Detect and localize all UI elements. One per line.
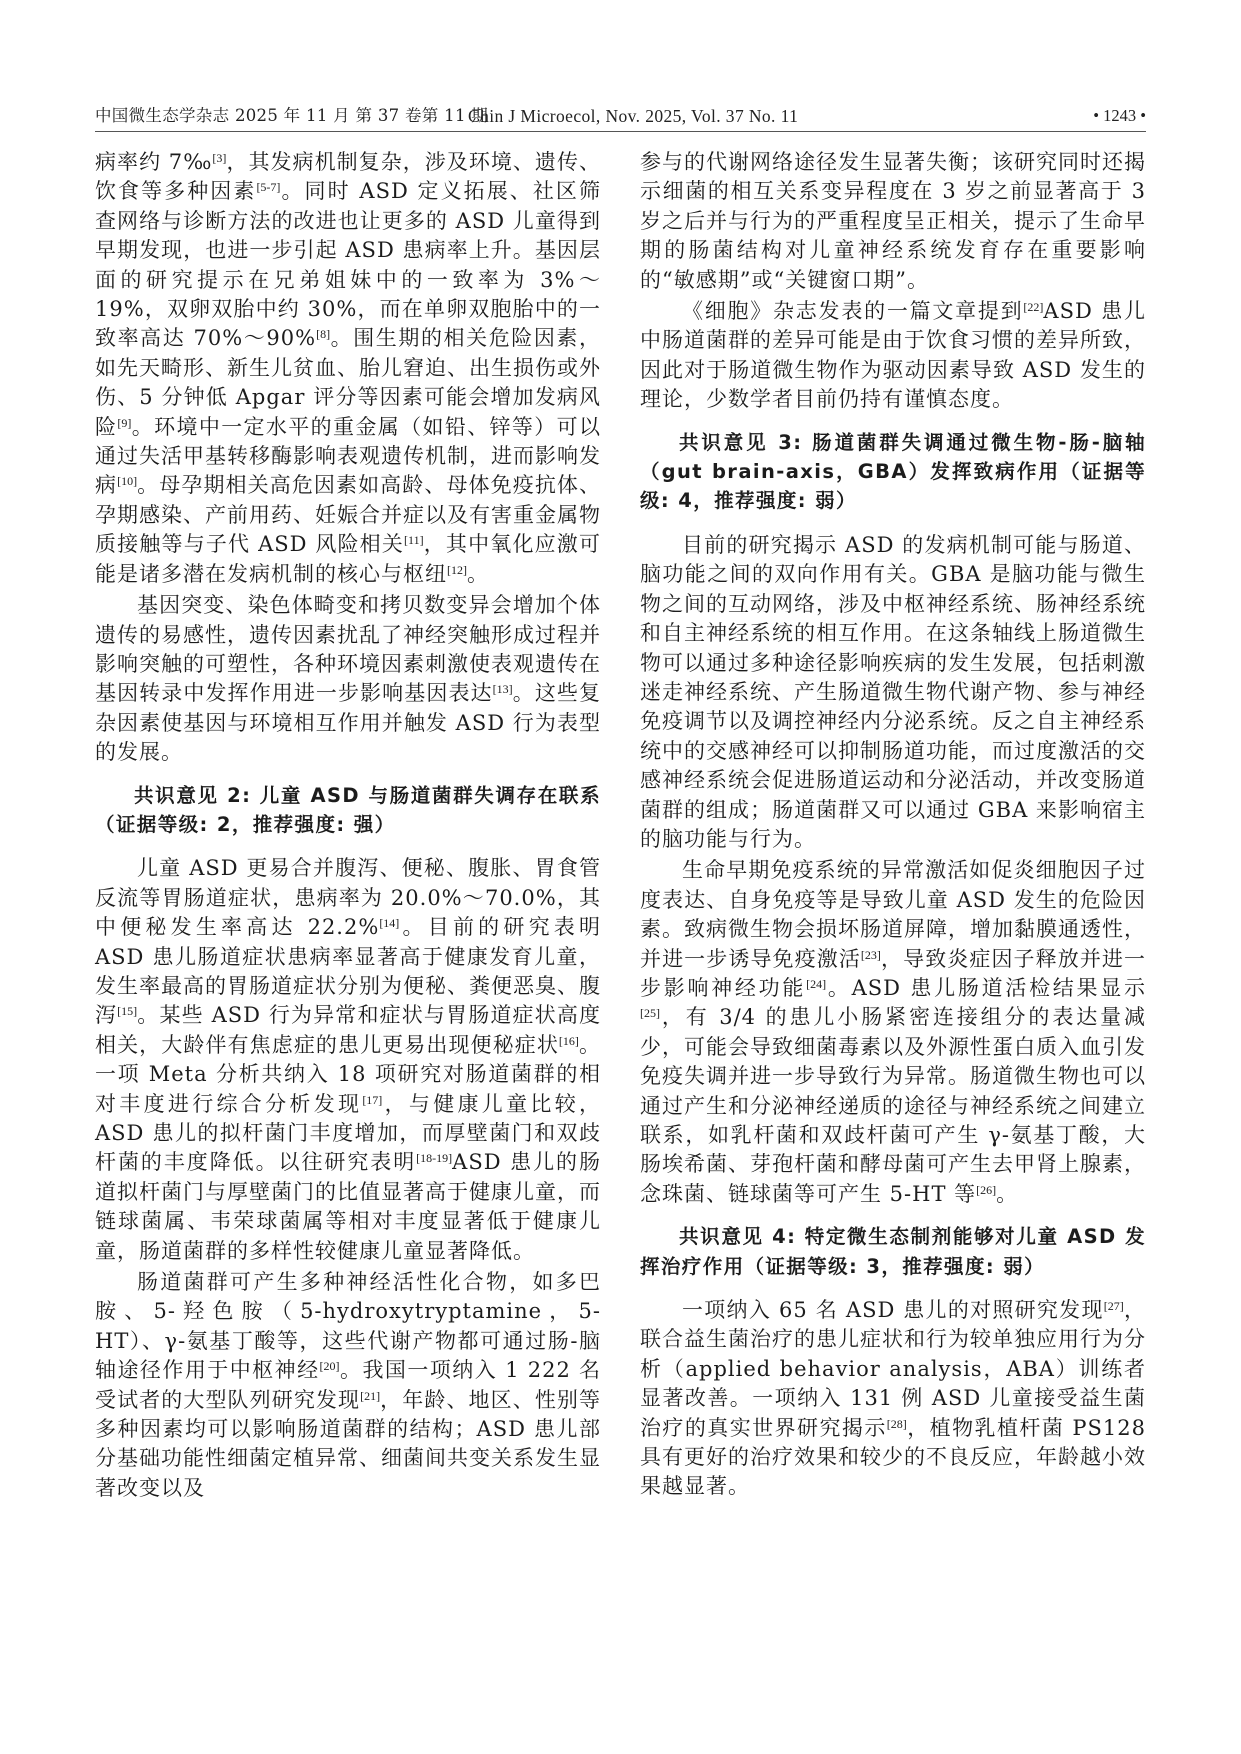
citation-ref: [27] — [1103, 1299, 1124, 1314]
text-run: 。我国一项纳入 1 222 名受试者的大型队列研究发现 — [95, 1358, 602, 1412]
citation-ref: [23] — [860, 947, 881, 962]
paragraph — [640, 297, 1146, 415]
text-run: ，其发病机制复杂，涉及环境、遗传、饮食等多种因素 — [95, 150, 601, 204]
paragraph — [640, 531, 1146, 854]
citation-ref: [13] — [492, 682, 513, 697]
running-header-journal-en: Chin J Microecol, Nov. 2025, Vol. 37 No. 11 — [468, 106, 799, 126]
citation-ref: [21] — [360, 1388, 381, 1403]
citation-ref: [22] — [1023, 300, 1044, 315]
text-run: 目前的研究揭示 ASD 的发病机制可能与肠道、脑功能之间的双向作用有关。GBA 是脑功能与微生物之间的互动网络，涉及中枢神经系统、肠神经系统和自主神经系统的相互作用。在这条轴线上肠道微生物可以通过多种途径影响疾病的发生发展，包括刺激迷走神经系统、产生肠道微生物代谢产物、参与神经免疫调节以及调控神经内分泌系统。反之自主神经系统中的交感神经可以抑制肠道功能，而过度激活的交感神经系统会促进肠道运动和分泌活动，并改变肠道菌群的组成；肠道菌群又可以通过 GBA 来影响宿主的脑功能与行为。 — [640, 532, 1146, 851]
right-column — [640, 148, 1146, 1504]
text-run: ASD 患儿的肠道拟杆菌门与厚壁菌门的比值显著高于健康儿童，而链球菌属、韦荣球菌属等相对丰度显著低于健康儿童，肠道菌群的多样性较健康儿童显著降低。 — [95, 1150, 601, 1263]
text-run: ，有 3/4 的患儿小肠紧密连接组分的表达量减少，可能会导致细菌毒素以及外源性蛋白质入血引发免疫失调并进一步导致行为异常。肠道微生物也可以通过产生和分泌神经递质的途径与神经系统之间建立联系，如乳杆菌和双歧杆菌可产生 γ-氨基丁酸，大肠埃希菌、芽孢杆菌和酵母菌可产生去甲肾上腺素，念珠菌、链球菌等可产生 5-HT 等 — [640, 1005, 1146, 1206]
text-run: ，导致炎症因子释放并进一步影响神经功能 — [640, 946, 1147, 1000]
running-header-journal-cn: 中国微生态学杂志 2025 年 11 月 第 37 卷第 11 期 — [95, 106, 489, 125]
text-run: 生命早期免疫系统的异常激活如促炎细胞因子过度表达、自身免疫等是导致儿童 ASD 发生的危险因素。致病微生物会损坏肠道屏障，增加黏膜通透性，并进一步诱导免疫激活 — [640, 858, 1146, 971]
text-run: 参与的代谢网络途径发生显著失衡；该研究同时还揭示细菌的相互关系变异程度在 3 岁之前显著高于 3 岁之后并与行为的严重程度呈正相关，提示了生命早期的肠菌结构对儿童神经系统发育存在重要影响的“敏感期”或“关键窗口期”。 — [640, 150, 1146, 292]
citation-ref: [12] — [447, 562, 467, 577]
text-run: 共识意见 4: 特定微生态制剂能够对儿童 ASD 发挥治疗作用（证据等级: 3，推荐强度: 弱） — [640, 1225, 1146, 1278]
header-rule — [95, 131, 1146, 132]
text-run: ，年龄、地区、性别等多种因素均可以影响肠道菌群的结构；ASD 患儿部分基础功能性细菌定植异常、细菌间共变关系发生显著改变以及 — [95, 1387, 602, 1500]
citation-ref: [20] — [319, 1359, 340, 1374]
text-run: 。同时 ASD 定义拓展、社区筛查网络与诊断方法的改进也让更多的 ASD 儿童得到早期发现，也进一步引起 ASD 患病率上升。基因层面的研究提示在兄弟姐妹中的一致率为 3%～19%，双卵双胎中约 30%，而在单卵双胞胎中的一致率高达 70%～90% — [95, 179, 601, 351]
text-run: 病率约 7‰ — [95, 150, 213, 174]
citation-ref: [18-19] — [416, 1151, 453, 1166]
citation-ref: [24] — [806, 976, 827, 991]
text-run: 。 — [467, 561, 489, 586]
text-run: ，其中氧化应激可能是诸多潜在发病机制的核心与枢纽 — [95, 532, 601, 586]
paragraph-continued — [95, 148, 601, 589]
text-run: 。这些复杂因素使基因与环境相互作用并触发 ASD 行为表型的发展。 — [95, 681, 602, 765]
citation-ref: [3] — [212, 151, 227, 165]
section-heading — [640, 428, 1146, 516]
citation-ref: [17] — [362, 1092, 383, 1107]
section-heading — [640, 1222, 1146, 1281]
text-run: 共识意见 3: 肠道菌群失调通过微生物-肠-脑轴（gut brain-axis，GBA）发挥致病作用（证据等级: 4，推荐强度: 弱） — [640, 430, 1146, 513]
text-run: 儿童 ASD 更易合并腹泻、便秘、腹胀、胃食管反流等胃肠道症状，患病率为 20.0%～70.0%，其中便秘发生率高达 22.2% — [95, 856, 601, 940]
citation-ref: [26] — [976, 1182, 997, 1197]
text-run: ASD 患儿中肠道菌群的差异可能是由于饮食习惯的差异所致，因此对于肠道微生物作为驱动因素导致 ASD 发生的理论，少数学者目前仍持有谨慎态度。 — [640, 299, 1146, 412]
citation-ref: [15] — [117, 1004, 138, 1019]
text-run: ，联合益生菌治疗的患儿症状和行为较单独应用行为分析（applied behavior analysis，ABA）训练者显著改善。一项纳入 131 例 ASD 儿童接受益生菌治疗的真实世界研究揭示 — [640, 1298, 1147, 1440]
paragraph-continued — [640, 148, 1146, 295]
text-run: 。某些 ASD 行为异常和症状与胃肠道症状高度相关，大龄伴有焦虑症的患儿更易出现便秘症状 — [95, 1003, 601, 1057]
text-run: 《细胞》杂志发表的一篇文章提到 — [682, 299, 1024, 324]
text-run: 基因突变、染色体畸变和拷贝数变异会增加个体遗传的易感性，遗传因素扰乱了神经突触形成过程并影响突触的可塑性，各种环境因素刺激使表观遗传在基因转录中发挥作用进一步影响基因表达 — [95, 593, 601, 706]
text-run: ，与健康儿童比较，ASD 患儿的拟杆菌门丰度增加，而厚壁菌门和双歧杆菌的丰度降低。以往研究表明 — [95, 1091, 602, 1175]
left-column — [95, 148, 601, 1505]
citation-ref: [16] — [558, 1033, 579, 1048]
text-run: 。目前的研究表明 ASD 患儿肠道症状患病率显著高于健康发育儿童，发生率最高的胃肠道症状分别为便秘、粪便恶臭、腹泻 — [95, 915, 602, 1028]
paragraph — [640, 856, 1146, 1209]
text-run: 一项纳入 65 名 ASD 患儿的对照研究发现 — [682, 1298, 1104, 1323]
citation-ref: [11] — [404, 533, 424, 548]
citation-ref: [14] — [379, 916, 400, 931]
citation-ref: [28] — [886, 1416, 907, 1431]
text-run: 。围生期的相关危险因素，如先天畸形、新生儿贫血、胎儿窘迫、出生损伤或外伤、5 分钟低 Apgar 评分等因素可能会增加发病风险 — [95, 326, 602, 439]
text-run: 。ASD 患儿肠道活检结果显示 — [826, 975, 1146, 1000]
text-run: 共识意见 2: 儿童 ASD 与肠道菌群失调存在联系（证据等级: 2，推荐强度: 强） — [95, 783, 601, 836]
text-run: 肠道菌群可产生多种神经活性化合物，如多巴胺、5-羟色胺（5-hydroxytryptamine，5-HT）、γ-氨基丁酸等，这些代谢产物都可通过肠-脑轴途径作用于中枢神经 — [95, 1270, 601, 1383]
page-number: • 1243 • — [1093, 106, 1146, 125]
paragraph — [640, 1296, 1146, 1502]
text-run: 。环境中一定水平的重金属（如铅、锌等）可以通过失活甲基转移酶影响表观遗传机制，进而影响发病 — [95, 414, 602, 498]
text-run: 。 — [996, 1181, 1019, 1206]
citation-ref: [9] — [117, 415, 132, 430]
paragraph — [95, 1268, 601, 1503]
citation-ref: [10] — [117, 474, 138, 489]
citation-ref: [25] — [640, 1006, 660, 1021]
paragraph — [95, 854, 601, 1266]
citation-ref: [8] — [316, 327, 331, 342]
section-heading — [95, 781, 601, 840]
citation-ref: [5-7] — [256, 180, 281, 195]
text-run: ，植物乳植杆菌 PS128 具有更好的治疗效果和较少的不良反应，年龄越小效果越显著。 — [640, 1415, 1146, 1499]
text-run: 。一项 Meta 分析共纳入 18 项研究对肠道菌群的相对丰度进行综合分析发现 — [95, 1032, 602, 1116]
paragraph — [95, 591, 601, 767]
text-run: 。母孕期相关高危因素如高龄、母体免疫抗体、孕期感染、产前用药、妊娠合并症以及有害重金属物质接触等与子代 ASD 风险相关 — [95, 473, 602, 557]
